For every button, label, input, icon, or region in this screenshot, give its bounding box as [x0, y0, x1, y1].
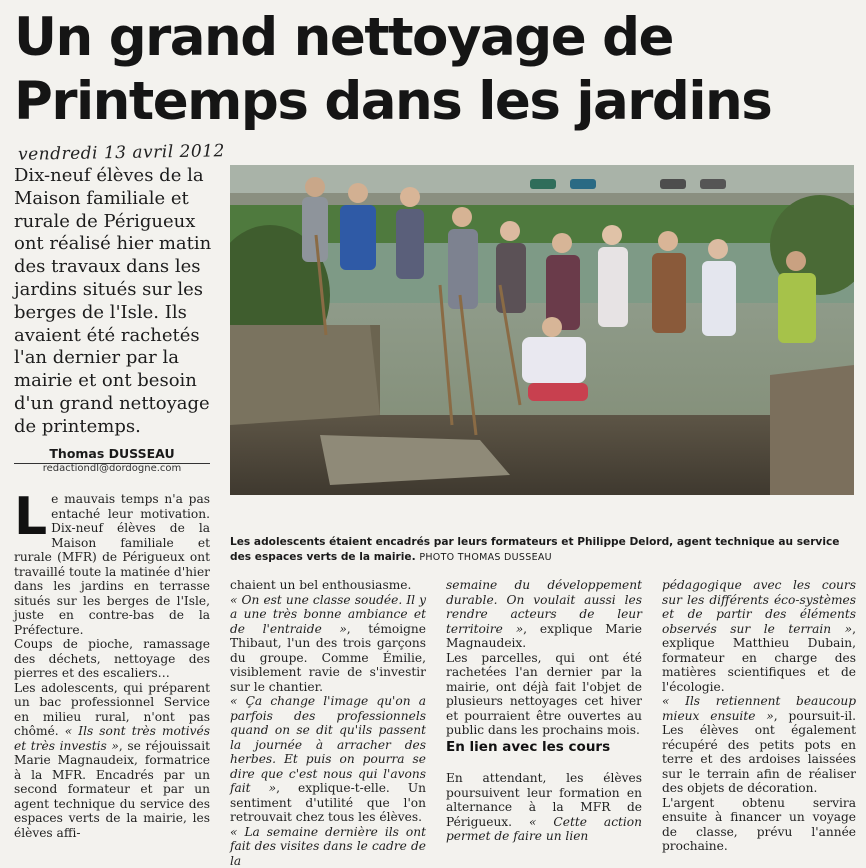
paragraph	[662, 694, 856, 796]
article-column-3	[446, 578, 642, 738]
paragraph	[446, 578, 642, 651]
paragraph	[230, 825, 426, 868]
headline-line-2: Printemps dans les jardins	[14, 70, 854, 134]
paragraph-text: , explique Marie Magnaudeix.	[446, 622, 642, 651]
article-column-4	[662, 578, 856, 854]
quote: « Ils retiennent beaucoup mieux ensuite »	[662, 694, 856, 723]
paragraph-text: En attendant, les élèves poursuivent leur formation en alternance à la MFR de Périgueux.	[446, 771, 642, 829]
handwritten-date: vendredi 13 avril 2012	[18, 141, 225, 165]
paragraph-text: , témoigne Thibaut, l'un des trois garçons du groupe. Comme Émilie, visiblement ravie de s'investir sur le chantier.	[230, 622, 426, 694]
paragraph	[14, 681, 210, 841]
group-photo	[230, 165, 854, 495]
headline-line-1: Un grand nettoyage de	[14, 6, 854, 70]
lead-paragraph: Dix-neuf élèves de la Maison familiale et rurale de Périgueux ont réalisé hier matin des travaux dans les jardins situés sur les berges de l'Isle. Ils avaient été rachetés l'an dernier par la mairie et ont besoin d'un grand nettoyage de printemps.	[14, 165, 214, 439]
paragraph	[230, 694, 426, 825]
photo-credit: PHOTO THOMAS DUSSEAU	[419, 552, 552, 563]
quote: « La semaine dernière ils ont fait des visites dans le cadre de la	[230, 825, 426, 868]
headline	[14, 6, 854, 134]
paragraph	[662, 578, 856, 694]
paragraph-text: , explique Matthieu Dubain, formateur en charge des matières scientifiques et de l'écologie.	[662, 622, 856, 694]
author-byline: Thomas DUSSEAU	[14, 446, 210, 464]
quote: « Ils sont très motivés et très investis »	[14, 724, 210, 753]
paragraph-text: , explique-t-elle. Un sentiment d'utilité que l'on retrouvait chez tous les élèves.	[230, 781, 426, 824]
paragraph: Les parcelles, qui ont été rachetées l'an dernier par la mairie, ont déjà fait l'objet de plusieurs nettoyages cet hiver et pourraient être ouvertes au public dans les prochains mois.	[446, 651, 642, 738]
quote: « On est une classe soudée. Il y a une très bonne ambiance et de l'entraide »	[230, 593, 426, 636]
paragraph	[14, 492, 210, 637]
article-column-1	[14, 492, 210, 840]
paragraph: chaient un bel enthousiasme.	[230, 578, 426, 593]
drop-cap: L	[14, 494, 47, 540]
paragraph: Coups de pioche, ramassage des déchets, nettoyage des pierres et des escaliers…	[14, 637, 210, 681]
paragraph	[446, 771, 642, 844]
section-subheading: En lien avec les cours	[446, 739, 610, 755]
photo-caption	[230, 535, 856, 565]
paragraph: L'argent obtenu servira ensuite à financer un voyage de classe, prévu l'année prochaine.	[662, 796, 856, 854]
quote: « Ça change l'image qu'on a parfois des professionnels quand on se dit qu'ils passent la journée à arracher des herbes. Et puis on pourra se dire que c'est nous qui l'avons fait »	[230, 694, 426, 795]
paragraph-text: Les adolescents, qui préparent un bac professionnel Service en milieu rural, n'ont pas chômé.	[14, 681, 210, 739]
paragraph-text: , poursuit-il. Les élèves ont également récupéré des petits pots en terre et des ardoises laissées sur le terrain afin de réaliser des objets de décoration.	[662, 709, 856, 796]
quote: « Cette action permet de faire un lien	[446, 815, 642, 844]
paragraph	[230, 593, 426, 695]
article-column-3-continued	[446, 771, 642, 844]
group-photo-illustration	[230, 165, 854, 495]
caption-text: Les adolescents étaient encadrés par leurs formateurs et Philippe Delord, agent technique au service des espaces verts de la mairie.	[230, 536, 839, 563]
paragraph-text: e mauvais temps n'a pas entaché leur motivation. Dix-neuf élèves de la Maison familiale et rurale (MFR) de Périgueux ont travaillé toute la matinée d'hier dans les jardins en terrasse situés sur les berges de l'Isle, juste en contre-bas de la Préfecture.	[14, 492, 210, 637]
quote: semaine du développement durable. On voulait aussi les rendre acteurs de leur territoire »	[446, 578, 642, 636]
article-column-2	[230, 578, 426, 868]
paragraph-text: , se réjouissait Marie Magnaudeix, formatrice à la MFR. Encadrés par un second formateur et par un agent technique du service des espaces verts de la mairie, les élèves affi-	[14, 739, 210, 840]
author-email: redactiondl@dordogne.com	[14, 463, 210, 474]
quote: pédagogique avec les cours sur les différents éco-systèmes et de partir des éléments observés sur le terrain »	[662, 578, 856, 636]
